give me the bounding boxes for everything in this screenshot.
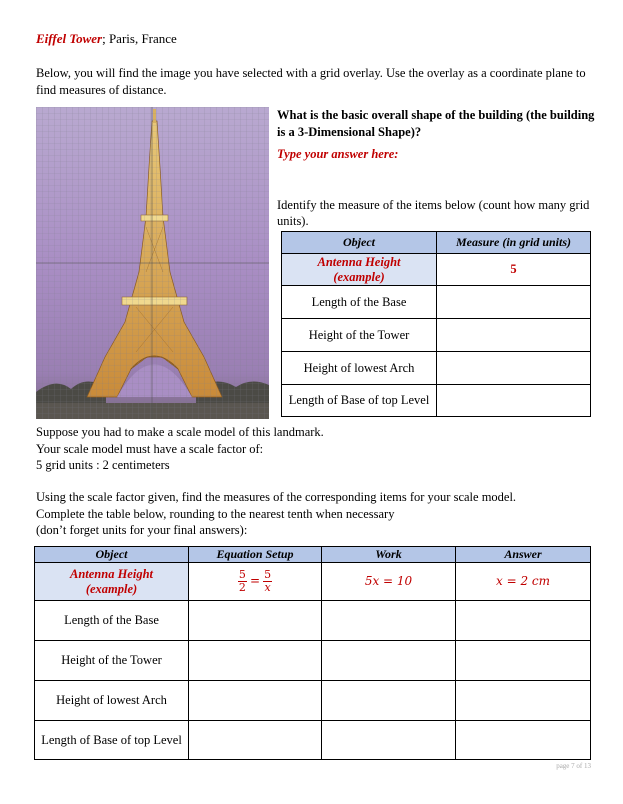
scale-factor-text: Suppose you had to make a scale model of this landmark. Your scale model must have a scale factor of: 5 grid units : 2 centimeters [36, 425, 324, 472]
equation-cell-arch-height[interactable] [189, 681, 322, 721]
column-header-object: Object [35, 547, 189, 563]
row-label-arch-height: Height of lowest Arch [282, 352, 437, 385]
example-work-cell: 5x = 10 [322, 563, 456, 601]
landmark-name: Eiffel Tower [36, 31, 103, 46]
row-label-tower-height: Height of the Tower [35, 641, 189, 681]
work-cell-top-level-base[interactable] [322, 721, 456, 760]
answer-cell-base-length[interactable] [456, 601, 591, 641]
column-header-equation: Equation Setup [189, 547, 322, 563]
left-fraction: $\frac{5}{2}$ [238, 568, 246, 594]
row-label-arch-height: Height of lowest Arch [35, 681, 189, 721]
shape-question: What is the basic overall shape of the building (the building is a 3-Dimensional Shape)? [277, 108, 595, 139]
eiffel-tower-image [36, 107, 269, 419]
page-number: page 7 of 13 [556, 762, 591, 770]
row-label-top-level-base: Length of Base of top Level [35, 721, 189, 760]
landmark-location: ; Paris, France [102, 31, 177, 46]
example-answer-cell: x = 2 cm [456, 563, 591, 601]
intro-text: Below, you will find the image you have selected with a grid overlay. Use the overlay as a coordinate plane to find measures of distance. [36, 66, 586, 97]
work-cell-tower-height[interactable] [322, 641, 456, 681]
scale-instructions: Using the scale factor given, find the measures of the corresponding items for your scale model. Complete the table below, rounding to the nearest tenth when necessary (don’t forget units for your final answers): [36, 490, 517, 537]
answer-prompt[interactable]: Type your answer here: [277, 147, 399, 161]
column-header-measure: Measure (in grid units) [437, 232, 591, 254]
work-cell-arch-height[interactable] [322, 681, 456, 721]
row-label-base-length: Length of the Base [282, 286, 437, 319]
example-row-label: Antenna Height (example) [35, 563, 189, 601]
example-equation-cell: $\frac{5}{2}$ = $\frac{5}{x}$ [189, 563, 322, 601]
column-header-object: Object [282, 232, 437, 254]
row-label-tower-height: Height of the Tower [282, 319, 437, 352]
answer-cell-arch-height[interactable] [456, 681, 591, 721]
column-header-answer: Answer [456, 547, 591, 563]
right-fraction: $\frac{5}{x}$ [264, 568, 272, 594]
page-title [36, 31, 177, 47]
answer-cell-top-level-base[interactable] [456, 721, 591, 760]
grid-measure-table [281, 231, 591, 417]
scale-model-table [34, 546, 591, 760]
identify-instructions: Identify the measure of the items below (count how many grid units). [277, 198, 590, 228]
measure-cell-tower-height[interactable] [437, 319, 591, 352]
row-label-base-length: Length of the Base [35, 601, 189, 641]
equation-cell-top-level-base[interactable] [189, 721, 322, 760]
example-row-label: Antenna Height (example) [282, 254, 437, 286]
equation-cell-tower-height[interactable] [189, 641, 322, 681]
equation-cell-base-length[interactable] [189, 601, 322, 641]
answer-cell-tower-height[interactable] [456, 641, 591, 681]
row-label-top-level-base: Length of Base of top Level [282, 385, 437, 417]
measure-cell-base-length[interactable] [437, 286, 591, 319]
measure-cell-arch-height[interactable] [437, 352, 591, 385]
column-header-work: Work [322, 547, 456, 563]
measure-cell-top-level-base[interactable] [437, 385, 591, 417]
example-measure-cell: 5 [437, 254, 591, 286]
work-cell-base-length[interactable] [322, 601, 456, 641]
